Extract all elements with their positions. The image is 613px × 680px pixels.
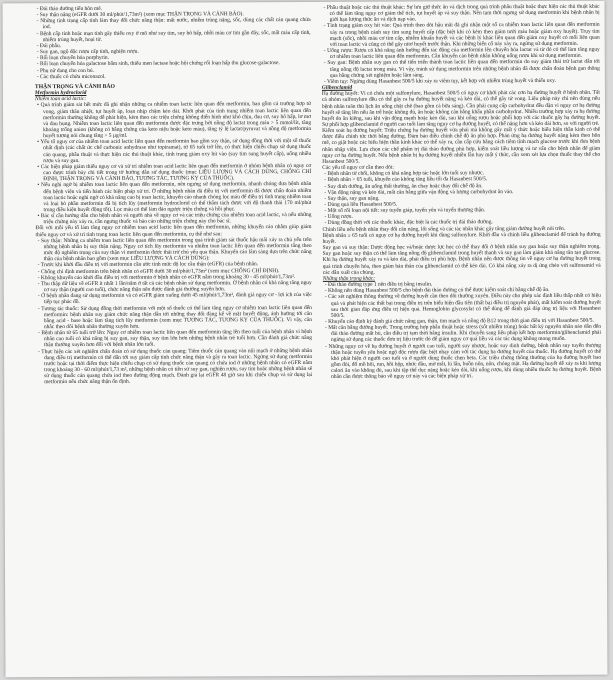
contraindication-item: - Rối loạn chuyển hóa galactose bẩm sinh, thiếu men lactase hoặc hội chứng rối loạn hấp thu glucose-galactose.: [35, 60, 311, 67]
risk-item: - Suy dinh dưỡng, ăn uống thất thường, ăn chay hoặc thay đổi chế độ ăn.: [322, 182, 600, 189]
contraindication-item: - Đái tháo đường tiến hôn mê.: [35, 5, 311, 12]
paragraph: - Tình trạng giảm oxy hít vào: Quá trình theo dõi hậu mãi đã ghi nhận một số ca nhiễm toan lactic liên quan đến metformin xảy ra trong bệnh cảnh suy tim sung huyết cấp (đặc biệt khi có kèm theo giảm tưới máu hoặc giảm oxy huyết). Trụy tim mạch (sốc), nhồi máu cơ tim cấp, nhiễm khuẩn huyết và các bệnh lý khác liên quan đến giảm oxy huyết có mối liên quan với toan lactic và cũng có thể gây nitơ huyết trước thận. Khi những biến cố này xảy ra, ngừng sử dụng metformin.: [322, 22, 600, 48]
risk-item: - Dùng đồng thời với các thuốc khác, đặc biệt là các thuốc trị đái tháo đường.: [322, 219, 600, 226]
contraindication-item: - Đái phẫu.: [35, 42, 311, 49]
paragraph: Suy gan và suy thận: Dược động học và/hoặc dược lực học có thể thay đổi ở bệnh nhân suy gan hoặc suy thận nghiêm trọng. Suy gan hoặc suy thận có thể làm tăng nồng độ glibenclamid trong huyết thanh và suy gan làm giảm khả năng tân tạo glucose. Khi hạ đường huyết xảy ra và kéo dài, phải điều trị phù hợp. Bệnh nhân nên được thông tin về nguy cơ hạ đường huyết trong quá trình chuyển hóa, theo giám bản thân của glibenclamid có thể kéo dài. Có khả năng xảy ra dị ứng chéo với sulfonamid và các dẫn xuất của chúng.: [322, 243, 601, 276]
other-item: - Đái tháo đường type 1 nên điều trị bằng insulin.: [323, 281, 601, 288]
risk-item: - Uống rượu.: [322, 213, 600, 220]
subheading-other-precautions: Những thận trọng khác:: [322, 275, 376, 282]
paragraph: Chỉnh liều nếu bệnh nhân thay đổi cân nặng, lối sống và các tác nhân khác gây tăng giảm đường huyết nói trên.: [322, 225, 566, 233]
risk-item: - Suy thận, suy gan nặng.: [322, 195, 600, 202]
right-column: [322, 4, 603, 674]
paragraph: - Thực hiện các xét nghiệm chẩn đoán có sử dụng thuốc cản quang: Tiêm thuốc cản quang vào nội mạch ở những bệnh nhân đang điều trị metformin có thể dẫn tới suy giảm cấp tính chức năng thận và gây ra toan lactic. Ngừng sử dụng metformin trước hoặc tại thời điểm thực hiện chiếu chụp có sử dụng thuốc cản quang có chứa iod ở những bệnh nhân có eGFR nằm trong khoảng 30 - 60 ml/phút/1,73 m², những bệnh nhân có tiền sử suy gan, nghiện rượu, suy tim hoặc những bệnh nhân sẽ sử dụng thuốc cản quang chứa iod theo đường động mạch. Đánh giá lại eGFR 48 giờ sau khi chiếu chụp và sử dụng lại metformin nếu chức năng thận ổn định.: [36, 348, 312, 386]
paragraph: Các yếu tố nguy cơ cần theo dõi:: [322, 164, 394, 171]
risk-item: - Một số rối loạn nội tiết: suy tuyến giáp, tuyến yên và tuyến thượng thận.: [322, 207, 600, 214]
contraindication-item: - Các thuốc có chứa miconazol.: [35, 73, 311, 80]
paragraph: • Các biện pháp giảm thiểu nguy cơ và xử trí nhiễm toan acid lactic liên quan đến metformin ở nhóm bệnh nhân có nguy cơ cao được trình bày chi tiết trong tờ hướng dẫn sử dụng thuốc (mục LIỀU LƯỢNG VÀ CÁCH DÙNG, CHỐNG CHỈ ĐỊNH, THẬN TRỌNG VÀ CẢNH BÁO, TƯƠNG TÁC, TƯƠNG KỴ CỦA THUỐC).: [35, 163, 311, 183]
risk-item: - Bệnh nhân từ chối, không có khả năng hợp tác hoặc lớn tuổi suy nhược.: [322, 170, 600, 177]
paragraph: - Suy gan: Bệnh nhân suy gan có thể tiến triển thành toan lactic liên quan đến metformin do suy giảm thải trừ lactat dẫn tới tăng nồng độ lactat trong máu. Vì vậy, tránh sử dụng metformin trên những bệnh nhân đã được chẩn đoán bệnh gan thông qua bằng chứng xét nghiệm hoặc lâm sàng.: [322, 59, 600, 79]
paragraph: - Suy thận: Những ca nhiễm toan lactic liên quan đến metformin trong quá trình giám sát thuốc hậu mãi xảy ra chủ yếu trên những bệnh nhân bị suy thận nặng. Nguy cơ tích lũy metformin và nhiễm toan lactic liên quan đến metformin tăng theo mức độ nghiêm trọng của suy thận vì metformin được thải trừ chủ yếu qua thận. Khuyến cáo lâm sàng dựa trên chức năng thận của bệnh nhân bao gồm (xem mục LIỀU LƯỢNG VÀ CÁCH DÙNG):: [36, 237, 312, 263]
contraindication-item: - Rối loạn chuyển hóa porphyrin.: [35, 54, 311, 61]
contraindication-item: - Bệnh cấp tính hoặc mạn tính gây thiếu oxy ở mô như suy tim, suy hô hấp, nhồi máu cơ tim gần đây, sốc, mất máu cấp tính, nhiễm trùng huyết, hoại tử.: [35, 30, 311, 44]
other-item: - Các xét nghiệm thông thường về đường huyết cần theo dõi thường xuyên. Điều này cho phép xác định liều thấp nhất có hiệu quả và phát hiện các thất bại trong điều trị trên biểu hiện đầu tiên (thất bại điều trị nguyên phát), mất kiểm soát đường huyết sau thời gian đáp ứng điều trị hiệu quả. Hemoglobin glycosylat có thể dùng để đánh giá đáp ứng trị liệu với Hasanbest 500/5.: [323, 293, 601, 319]
drug-heading-metformin: Metformin hydroclorid: [34, 89, 87, 97]
paragraph: • Bác sĩ cần hướng dẫn cho bệnh nhân và người nhà về nguy cơ và các triệu chứng của nhiễm toan acid lactic, và nếu những triệu chứng này xảy ra, cần ngưng thuốc và báo cáo những triệu chứng này cho bác sĩ.: [35, 212, 311, 226]
other-item: - Khuyến cáo định kỳ đánh giá chức năng gan, thận, tim mạch và nồng độ B12 trong thời gian điều trị với Hasanbest 500/5.: [323, 318, 601, 325]
section-title: THẬN TRỌNG VÀ CẢNH BÁO: [34, 83, 115, 91]
contraindication-item: - Những tình trạng cấp tính làm thay đổi chức năng thận: mất nước, nhiễm trùng nặng, sốc, dùng các chất cản quang chứa iod.: [35, 17, 311, 31]
renal-item: - Không khuyến cáo khởi đầu điều trị với metformin ở bệnh nhân có eGFR nằm trong khoảng 30 - 45 ml/phút/1,73m².: [36, 274, 312, 281]
paragraph: • Yếu tố nguy cơ của nhiễm toan acid lactic liên quan đến metformin bao gồm suy thận, sử dụng đồng thời với một số thuốc nhất định (các chất ức chế carbonic anhydrase như topiramat), từ 65 tuổi trở lên, có thực hiện chiếu chụp sử dụng thuốc cản quang, phẫu thuật và thực hiện các thủ thuật khác, tình trạng giảm oxy hít vào (suy tim sung huyết cấp), uống nhiều rượu và suy gan.: [35, 138, 311, 164]
leaflet-page: [3, 1, 608, 678]
risk-item: - Dùng quá liều Hasanbest 500/5.: [322, 201, 600, 208]
contraindication-item: - Phụ nữ đang cho con bú.: [35, 67, 311, 74]
paragraph: Kiểm soát hạ đường huyết: Triệu chứng hạ đường huyết vừa phải mà không gây mất ý thức hoặc biểu hiện thần kinh có thể được điều chỉnh tức thời bằng đường. Đảm bảo điều chỉnh chế độ ăn phù hợp. Phản ứng hạ đường huyết nặng kèm theo hôn mê, co giật hoặc các biểu hiện thần kinh khác có thể xảy ra, cần cấp cứu bằng cách tiêm tĩnh mạch glucose trước khi đưa bệnh nhân nhập viện. Lựa chọn các chế phẩm trị đái tháo đường phù hợp, kiểm soát liều lượng và tư vấn cho bệnh nhân để giảm nguy cơ hạ đường huyết. Nếu bệnh nhân bị hạ đường huyết nhiều lần hay mất ý thức, cần xem xét lựa chọn thuốc thay thế cho Hasanbest 500/5.: [322, 126, 601, 165]
risk-item: - Bệnh nhân > 65 tuổi, khuyến cáo không tăng liều tối đa Hasanbest 500/5.: [322, 176, 600, 183]
other-item: - Những nguy cơ về hạ đường huyết ở người cao tuổi, người suy nhược, hoặc suy dinh dưỡng, bệnh nhân suy tuyến thượng thận hoặc tuyến yên hoặc ngộ độc rượu đặc biệt nhạy cảm với tác dụng hạ đường huyết của thuốc. Hạ đường huyết có thể khó phát hiện ở người cao tuổi và ở người dùng thuốc chẹn beta. Các triệu chứng thông thường của hạ đường huyết bao gồm đói, đổ mồ hôi, run, hồi hộp, nhức đầu, mờ mắt, lú lẫn, buồn nôn, nôn, chóng mặt. Hạ đường huyết dễ xảy ra khi lượng calori ăn vào không đủ, sau khi tập thể dục nặng hoặc kéo dài, khi uống rượu, khi dùng nhiều thuốc hạ đường huyết. Bệnh nhân cần được thông báo về nguy cơ này và các biện pháp xử trí.: [323, 342, 601, 380]
other-item: - Mất cân bằng đường huyết. Trong trường hợp phẫu thuật hoặc stress (sốt nhiễm trùng) hoặc bất kỳ nguyên nhân nào dẫn đến đái tháo đường mất bù, cần điều trị tạm thời bằng insulin. Khi chuyển sang liệu pháp kết hợp metformin/glibenclamid phải ngừng sử dụng các thuốc đơn trị liệu trước đó để giảm nguy cơ quá liều và các tác dụng không mong muốn.: [323, 324, 601, 344]
paragraph: • Nếu nghi ngờ bị nhiễm toan lactic liên quan đến metformin, nên ngưng sử dụng metformin, nhanh chóng đưa bệnh nhân đến bệnh viện và tiến hành các biện pháp xử trí. Ở những bệnh nhân đã điều trị với metformin đã được chẩn đoán nhiễm toan lactic hoặc nghi ngờ có khả năng cao bị toan lactic, khuyến cáo nhanh chóng lọc máu để điều trị tình trạng nhiễm toan và loại bỏ phần metformin đã bị tích lũy (metformin hydroclorid có thể thẩm tách được với độ thanh thải 170 ml/phút trong điều kiện huyết động tốt). Lọc máu có thể làm đảo ngược triệu chứng và hồi phục.: [35, 181, 311, 213]
subheading-lactic-acidosis: Nhiễm toan acid lactic:: [34, 96, 87, 103]
renal-item: - Chống chỉ định metformin trên bệnh nhân có eGFR dưới 30 ml/phút/1,73m² (xem mục CHỐNG CHỈ ĐỊNH).: [36, 268, 312, 275]
contraindication-item: - Suy gan, ngộ độc rượu cấp tính, nghiện rượu.: [35, 48, 311, 55]
paragraph: - Tương tác thuốc: Sử dụng đồng thời metformin với một số thuốc có thể làm tăng nguy cơ nhiễm toan lactic liên quan đến metformin: bệnh nhân suy giảm chức năng thận dẫn tới những thay đổi đáng kể về mặt huyết động, ảnh hưởng tới cân bằng acid - base hoặc làm tăng tích lũy metformin (xem mục TƯƠNG TÁC, TƯƠNG KỴ CỦA THUỐC). Vì vậy, cân nhắc theo dõi bệnh nhân thường xuyên hơn.: [36, 304, 312, 330]
paragraph: Bệnh nhân ≥ 65 tuổi có nguy cơ hạ đường huyết khi dùng sulfonylure. Khởi đầu và chỉnh liều glibenclamid để tránh hạ đường huyết.: [322, 231, 601, 245]
paragraph: Đối với mỗi yếu tố làm tăng nguy cơ nhiễm toan acid lactic liên quan đến metformin, những khuyến cáo nhằm giúp giảm thiểu nguy cơ và xử trí tình trạng toan lactic liên quan đến metformin, cụ thể như sau:: [35, 224, 312, 238]
renal-item: - Ở bệnh nhân đang sử dụng metformin và có eGFR giảm xuống dưới 45 ml/phút/1,73m², đánh giá nguy cơ - lợi ích của việc tiếp tục phác đồ.: [36, 292, 312, 306]
paragraph: - Uống rượu: Rượu có khả năng ảnh hưởng đến tác động của metformin lên chuyển hóa lactat và từ đó có thể làm tăng nguy cơ nhiễm toan lactic liên quan đến metformin. Cần khuyến cáo bệnh nhân không uống rượu khi sử dụng metformin.: [322, 47, 600, 61]
paragraph: • Quá trình giám sát hết mức đã ghi nhận những ca nhiễm toan lactic liên quan đến metformin, bao gồm cả trường hợp tử vong, giảm thân nhiệt, tụt huyết áp, loạn nhịp chậm kéo dài. Khởi phát của tình trạng nhiễm toan lactic liên quan đến metformin thường không dễ phát hiện, kèm theo các triệu chứng không điển hình như khó chịu, đau cơ, suy hô hấp, lơ mơ và đau bụng. Nhiễm toan lactic liên quan đến metformin được đặc trưng bởi nồng độ lactat trong máu > 5 mmol/lít, tăng khoảng trống anion (không có bằng chứng của keto niệu hoặc keto máu), tăng tỷ lệ lactat/pyruvat và nồng độ metformin huyết tương nói chung tăng > 5 µg/ml.: [35, 101, 311, 139]
paragraph: - Bệnh nhân từ 65 tuổi trở lên: Nguy cơ nhiễm toan lactic liên quan đến metformin tăng lên theo tuổi của bệnh nhân vì bệnh nhân cao tuổi có khả năng bị suy gan, suy thận, suy tim lớn hơn những bệnh nhân trẻ tuổi hơn. Cần đánh giá chức năng thận thường xuyên hơn đối với bệnh nhân lớn tuổi.: [36, 329, 312, 349]
left-column: [35, 5, 314, 675]
contraindication-item: - Suy thận nặng (eGFR dưới 30 ml/phút/1,73m²) (xem mục THẬN TRỌNG VÀ CẢNH BÁO).: [35, 11, 311, 18]
renal-item: - Trước khi khởi đầu điều trị với metformin cần ước tính mức độ lọc cầu thận (eGFR) của bệnh nhân.: [36, 261, 312, 268]
paragraph: - Viêm tụy: Ngừng dùng Hasanbest 500/5 khi xảy ra viêm tụy, kết hợp với nhiễm trùng huyết và thiếu oxy.: [322, 78, 600, 85]
drug-heading-glibenclamid: Glibenclamid: [321, 84, 353, 91]
other-item: - Không nên dùng Hasanbest 500/5 cho bệnh đái tháo đường có thể được kiểm soát chỉ bằng chế độ ăn.: [323, 287, 601, 294]
risk-item: - Vận động nặng và kéo dài, mất cân bằng giữa vận động và lượng carbohydrat ăn vào.: [322, 188, 600, 195]
paragraph: - Phẫu thuật hoặc các thủ thuật khác: Sự lưu giữ thức ăn và dịch trong quá trình phẫu thuật hoặc thực hiện các thủ thuật khác có thể làm tăng nguy cơ giảm thể tích, tụt huyết áp và suy thận. Nên tạm thời ngưng sử dụng metformin khi bệnh nhân bị giới hạn lượng thức ăn và dịch nạp vào.: [322, 4, 600, 24]
renal-item: - Thu thập dữ liệu về eGFR ít nhất 1 lần/năm ở tất cả các bệnh nhân sử dụng metformin. Ở bệnh nhân có khả năng tăng nguy cơ suy thận (người cao tuổi), chức năng thận nên được đánh giá thường xuyên hơn.: [36, 280, 312, 294]
paragraph: Hạ đường huyết: Vì có chứa một sulfonylure, Hasanbest 500/5 có nguy cơ khởi phát các cơn hạ đường huyết ở bệnh nhân. Tất cả nhóm sulfonylure đều có thể gây ra hạ đường huyết nặng và kéo dài, có thể gây tử vong. Liệu pháp này chỉ nên dùng nếu bệnh nhân tuân thủ lịch ăn uống chặt chẽ (bao gồm cả bữa sáng). Cần phải cung cấp carbohydrat đều đặn vì nguy cơ hạ đường huyết sẽ tăng lên nếu ăn trễ hoặc không đủ, ăn hoặc không cân bằng khẩu phần carbohydrat. Nhiều trường hợp xảy ra hạ đường huyết do ăn kiêng, sau khi vận động mạnh hoặc kéo dài, sau khi uống rượu hoặc phối hợp với các thuốc gây hạ đường huyết. Sự phối hợp glibenclamid ở người cao tuổi làm tăng nguy cơ hạ đường huyết, có thể nặng hơn và kéo dài hơn, so với người trẻ.: [321, 89, 601, 128]
